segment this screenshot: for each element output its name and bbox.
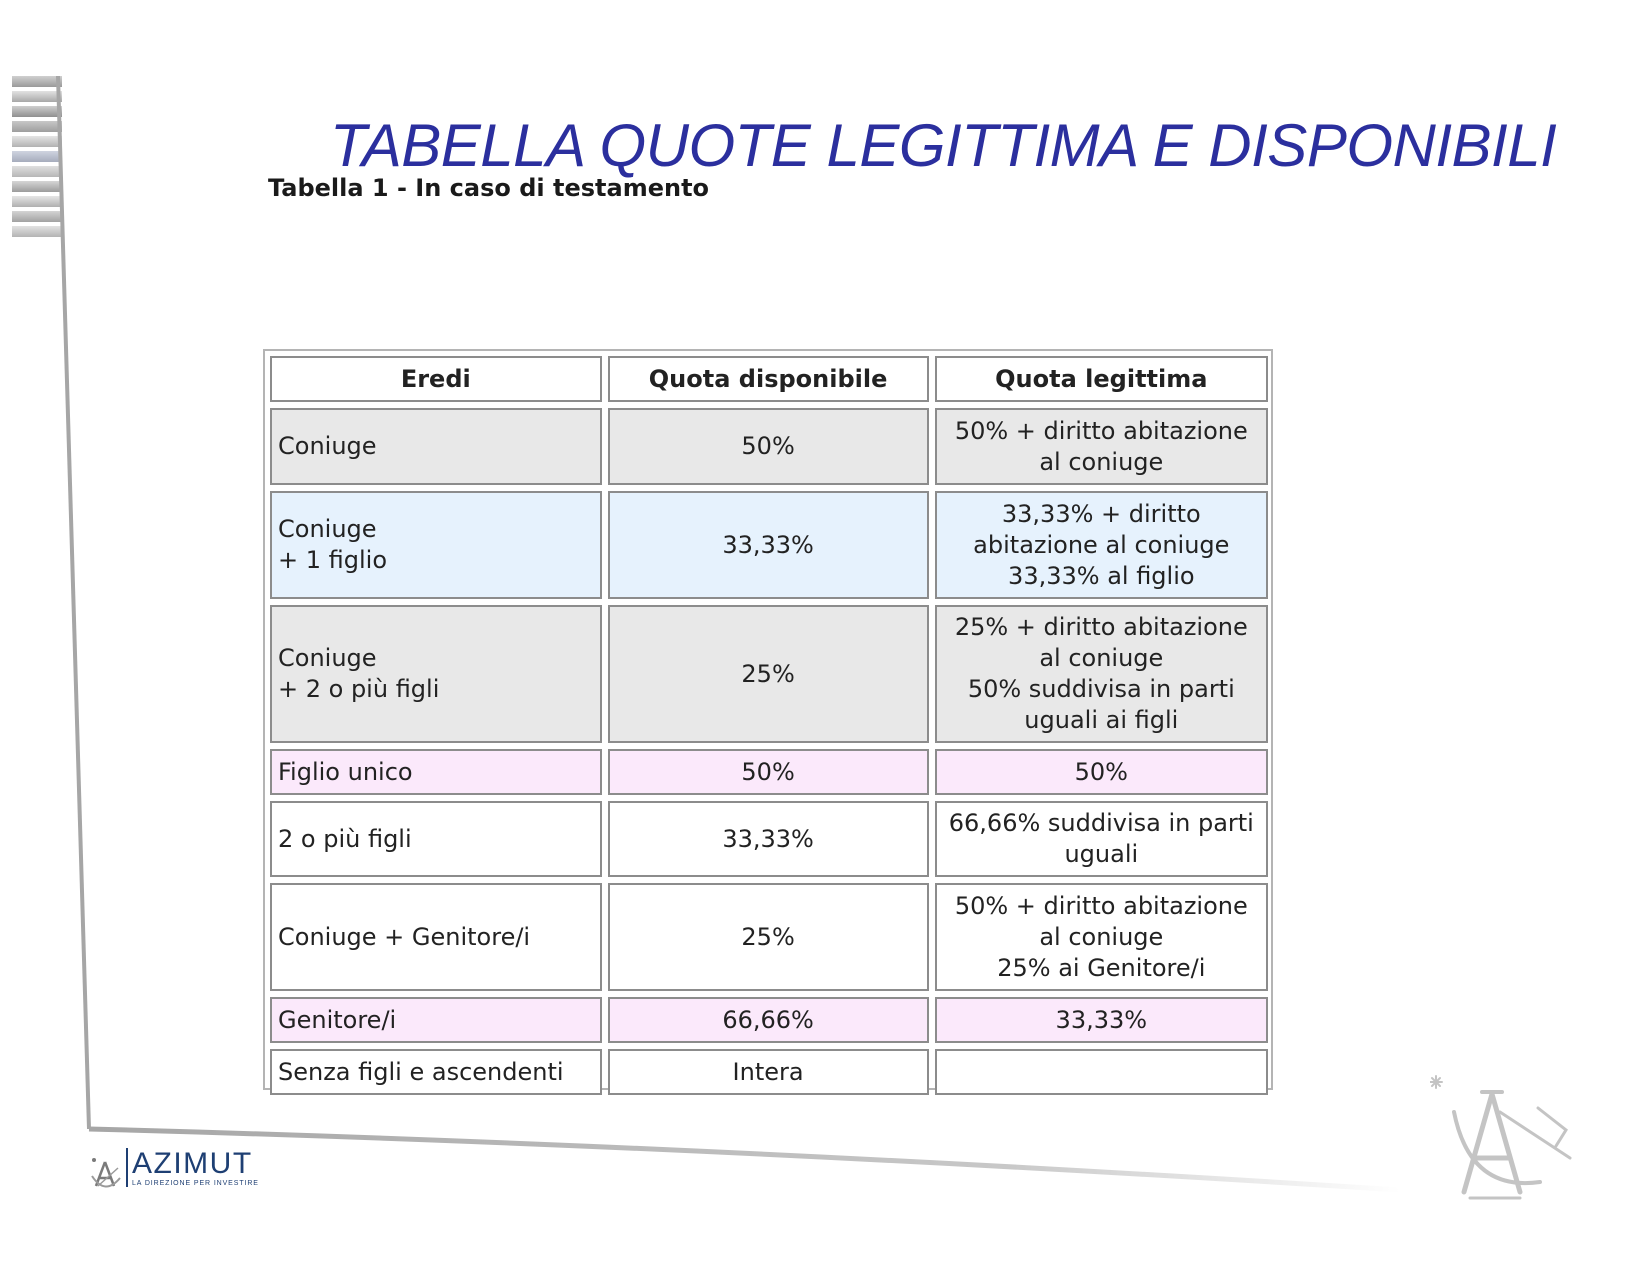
table-row (270, 408, 1268, 485)
cell-legittima: 50% + diritto abitazione al coniuge 25% ai Genitore/i (935, 883, 1268, 991)
cell-legittima: 50% (935, 749, 1268, 795)
table-row (270, 997, 1268, 1043)
cell-legittima: 33,33% (935, 997, 1268, 1043)
cell-disponibile: 25% (608, 883, 929, 991)
table-row (270, 749, 1268, 795)
cell-disponibile: 50% (608, 749, 929, 795)
cell-disponibile: 25% (608, 605, 929, 743)
cell-legittima (935, 1049, 1268, 1095)
cell-eredi: Figlio unico (270, 749, 602, 795)
table-row (270, 1049, 1268, 1095)
cell-legittima: 33,33% + diritto abitazione al coniuge 33,33% al figlio (935, 491, 1268, 599)
cell-eredi: Genitore/i (270, 997, 602, 1043)
table-header-row (270, 356, 1268, 402)
quote-table-container (263, 349, 1273, 1090)
cell-eredi: Coniuge (270, 408, 602, 485)
quote-table (264, 350, 1274, 1101)
header-eredi: Eredi (270, 356, 602, 402)
cell-legittima: 66,66% suddivisa in parti uguali (935, 801, 1268, 877)
logo-tagline: LA DIREZIONE PER INVESTIRE (132, 1180, 259, 1187)
slide-title: TABELLA QUOTE LEGITTIMA E DISPONIBILI (330, 112, 1557, 179)
cell-disponibile: Intera (608, 1049, 929, 1095)
cell-legittima: 25% + diritto abitazione al coniuge 50% suddivisa in parti uguali ai figli (935, 605, 1268, 743)
cell-eredi: Senza figli e ascendenti (270, 1049, 602, 1095)
cell-disponibile: 33,33% (608, 491, 929, 599)
azimut-logo (88, 1148, 259, 1198)
logo-wordmark: AZIMUT (132, 1147, 253, 1180)
table-row (270, 883, 1268, 991)
table-row (270, 605, 1268, 743)
cell-legittima: 50% + diritto abitazione al coniuge (935, 408, 1268, 485)
header-quota-disponibile: Quota disponibile (608, 356, 929, 402)
cell-disponibile: 50% (608, 408, 929, 485)
sextant-watermark-icon (1430, 1072, 1580, 1202)
cell-eredi: Coniuge + Genitore/i (270, 883, 602, 991)
cell-eredi: Coniuge + 2 o più figli (270, 605, 602, 743)
sextant-icon (88, 1156, 122, 1192)
header-quota-legittima: Quota legittima (935, 356, 1268, 402)
table-row (270, 491, 1268, 599)
table-row (270, 801, 1268, 877)
cell-disponibile: 33,33% (608, 801, 929, 877)
cell-eredi: Coniuge + 1 figlio (270, 491, 602, 599)
cell-eredi: 2 o più figli (270, 801, 602, 877)
cell-disponibile: 66,66% (608, 997, 929, 1043)
table-caption: Tabella 1 - In caso di testamento (268, 174, 710, 202)
